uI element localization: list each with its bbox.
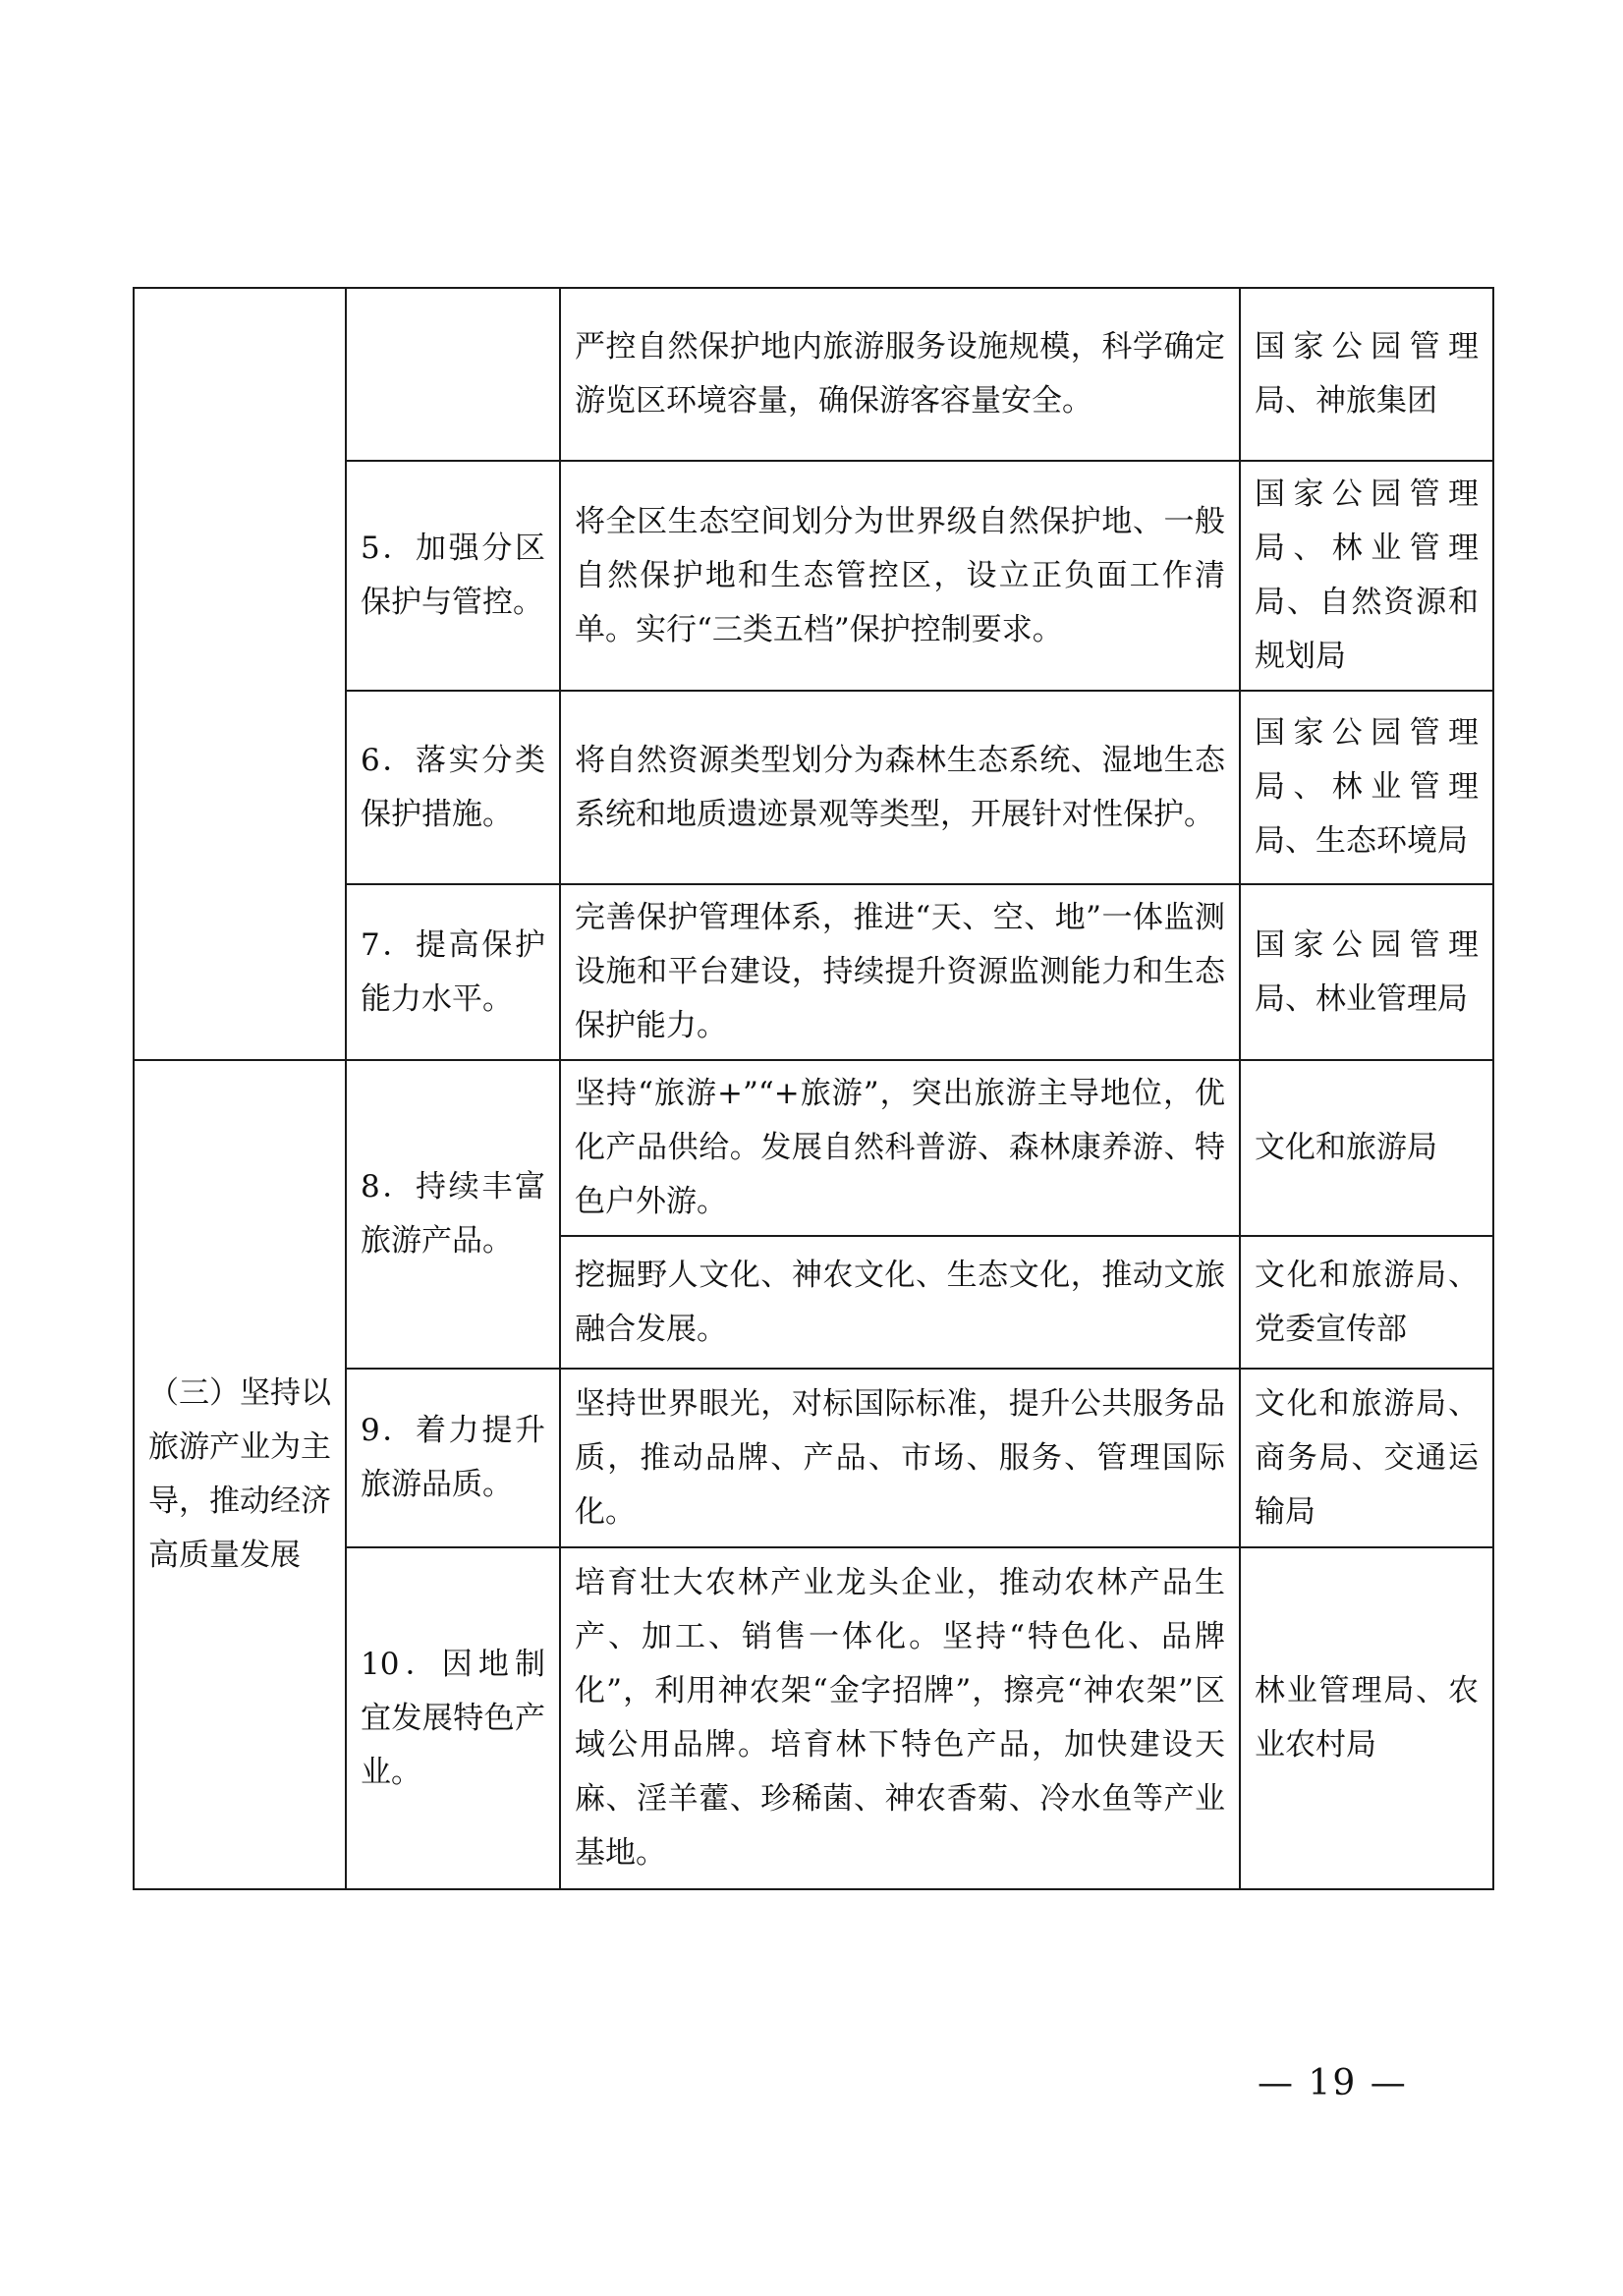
section-cell [134,288,346,1060]
measure-cell: 6．落实分类保护措施。 [346,691,560,884]
measure-cell: 8．持续丰富旅游产品。 [346,1060,560,1369]
page-number: — 19 — [1258,2063,1408,2103]
department-cell: 国家公园管理局、林业管理局、生态环境局 [1240,691,1493,884]
content-cell: 将自然资源类型划分为森林生态系统、湿地生态系统和地质遗迹景观等类型，开展针对性保护。 [560,691,1240,884]
content-cell: 坚持“旅游+”“+旅游”，突出旅游主导地位，优化产品供给。发展自然科普游、森林康养游、特色户外游。 [560,1060,1240,1236]
measure-cell: 5．加强分区保护与管控。 [346,461,560,691]
content-cell: 挖掘野人文化、神农文化、生态文化，推动文旅融合发展。 [560,1236,1240,1369]
content-cell: 严控自然保护地内旅游服务设施规模，科学确定游览区环境容量，确保游客容量安全。 [560,288,1240,461]
content-cell: 坚持世界眼光，对标国际标准，提升公共服务品质，推动品牌、产品、市场、服务、管理国际化。 [560,1369,1240,1547]
measure-cell: 9．着力提升旅游品质。 [346,1369,560,1547]
department-cell: 国家公园管理局、林业管理局 [1240,884,1493,1060]
task-table [133,287,1494,1890]
section-cell: （三）坚持以旅游产业为主导，推动经济高质量发展 [134,1060,346,1889]
department-cell: 文化和旅游局 [1240,1060,1493,1236]
measure-cell: 7．提高保护能力水平。 [346,884,560,1060]
table-row [134,288,1493,461]
measure-cell [346,288,560,461]
content-cell: 将全区生态空间划分为世界级自然保护地、一般自然保护地和生态管控区，设立正负面工作清单。实行“三类五档”保护控制要求。 [560,461,1240,691]
content-cell: 培育壮大农林产业龙头企业，推动农林产品生产、加工、销售一体化。坚持“特色化、品牌化”，利用神农架“金字招牌”，擦亮“神农架”区域公用品牌。培育林下特色产品，加快建设天麻、淫羊藿、珍稀菌、神农香菊、冷水鱼等产业基地。 [560,1547,1240,1889]
table-row [134,1060,1493,1236]
department-cell: 文化和旅游局、商务局、交通运输局 [1240,1369,1493,1547]
department-cell: 文化和旅游局、党委宣传部 [1240,1236,1493,1369]
department-cell: 国家公园管理局、神旅集团 [1240,288,1493,461]
department-cell: 林业管理局、农业农村局 [1240,1547,1493,1889]
content-cell: 完善保护管理体系，推进“天、空、地”一体监测设施和平台建设，持续提升资源监测能力和生态保护能力。 [560,884,1240,1060]
measure-cell: 10．因地制宜发展特色产业。 [346,1547,560,1889]
department-cell: 国家公园管理局、林业管理局、自然资源和规划局 [1240,461,1493,691]
